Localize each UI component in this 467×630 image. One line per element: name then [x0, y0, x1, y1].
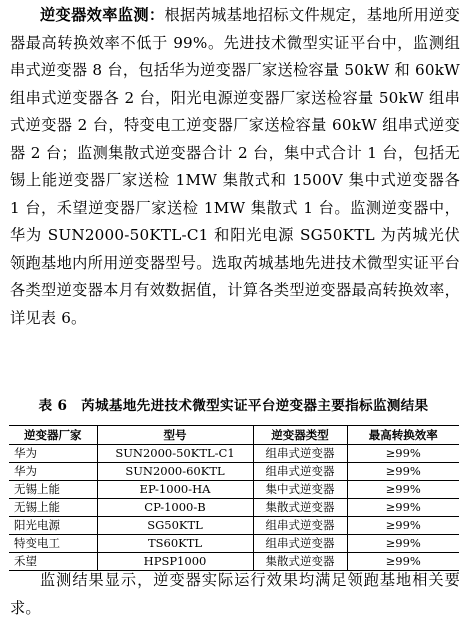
- cell-efficiency: ≥99%: [347, 535, 459, 553]
- table-row: [9, 445, 459, 463]
- paragraph-lead-heading: 逆变器效率监测：: [40, 6, 165, 24]
- header-efficiency: 最高转换效率: [347, 426, 459, 445]
- table-row: [9, 463, 459, 481]
- cell-type: 集散式逆变器: [253, 499, 347, 517]
- efficiency-monitoring-paragraph: [10, 2, 460, 332]
- cell-type: 集中式逆变器: [253, 481, 347, 499]
- cell-model: SG50KTL: [97, 517, 253, 535]
- cell-model: EP-1000-HA: [97, 481, 253, 499]
- cell-model: CP-1000-B: [97, 499, 253, 517]
- cell-maker: 禾望: [9, 553, 97, 571]
- cell-type: 集散式逆变器: [253, 553, 347, 571]
- cell-type: 组串式逆变器: [253, 463, 347, 481]
- table-caption: 表 6 芮城基地先进技术微型实证平台逆变器主要指标监测结果: [38, 398, 429, 414]
- table-row: [9, 481, 459, 499]
- table-header-row: [9, 426, 459, 445]
- table-row: [9, 499, 459, 517]
- inverter-results-table: [9, 425, 459, 571]
- table-row: [9, 517, 459, 535]
- cell-efficiency: ≥99%: [347, 445, 459, 463]
- header-model: 型号: [97, 426, 253, 445]
- cell-efficiency: ≥99%: [347, 463, 459, 481]
- table-row: [9, 535, 459, 553]
- cell-type: 组串式逆变器: [253, 535, 347, 553]
- results-conclusion-paragraph: 监测结果显示，逆变器实际运行效果均满足领跑基地相关要求。: [10, 571, 460, 617]
- cell-maker: 无锡上能: [9, 499, 97, 517]
- cell-maker: 华为: [9, 463, 97, 481]
- cell-efficiency: ≥99%: [347, 499, 459, 517]
- cell-type: 组串式逆变器: [253, 517, 347, 535]
- cell-model: HPSP1000: [97, 553, 253, 571]
- cell-efficiency: ≥99%: [347, 481, 459, 499]
- paragraph-body-text: 根据芮城基地招标文件规定，基地所用逆变器最高转换效率不低于 99%。先进技术微型实证平台中，监测组串式逆变器 8 台，包括华为逆变器厂家送检容量 50kW 和 60kW 组串式逆变器各 2 台，阳光电源逆变器厂家送检容量 50kW 组串式逆变器 2 台，特变电工逆变器厂家送检容量 60kW 组串式逆变器 2 台；监测集散式逆变器合计 2 台，集中式合计 1 台，包括无锡上能逆变器厂家送检 1MW 集散式和 1500V 集中式逆变器各 1 台，禾望逆变器厂家送检 1MW 集散式 1 台。监测逆变器中，华为 SUN2000-50KTL-C1 和阳光电源 SG50KTL 为芮城光伏领跑基地内所用逆变器型号。选取芮城基地先进技术微型实证平台各类型逆变器本月有效数据值，计算各类型逆变器最高转换效率，详见表 6。: [10, 6, 460, 327]
- cell-model: SUN2000-50KTL-C1: [97, 445, 253, 463]
- cell-type: 组串式逆变器: [253, 445, 347, 463]
- cell-model: TS60KTL: [97, 535, 253, 553]
- cell-maker: 华为: [9, 445, 97, 463]
- header-type: 逆变器类型: [253, 426, 347, 445]
- cell-model: SUN2000-60KTL: [97, 463, 253, 481]
- header-maker: 逆变器厂家: [9, 426, 97, 445]
- cell-maker: 特变电工: [9, 535, 97, 553]
- cell-maker: 阳光电源: [9, 517, 97, 535]
- cell-maker: 无锡上能: [9, 481, 97, 499]
- cell-efficiency: ≥99%: [347, 553, 459, 571]
- cell-efficiency: ≥99%: [347, 517, 459, 535]
